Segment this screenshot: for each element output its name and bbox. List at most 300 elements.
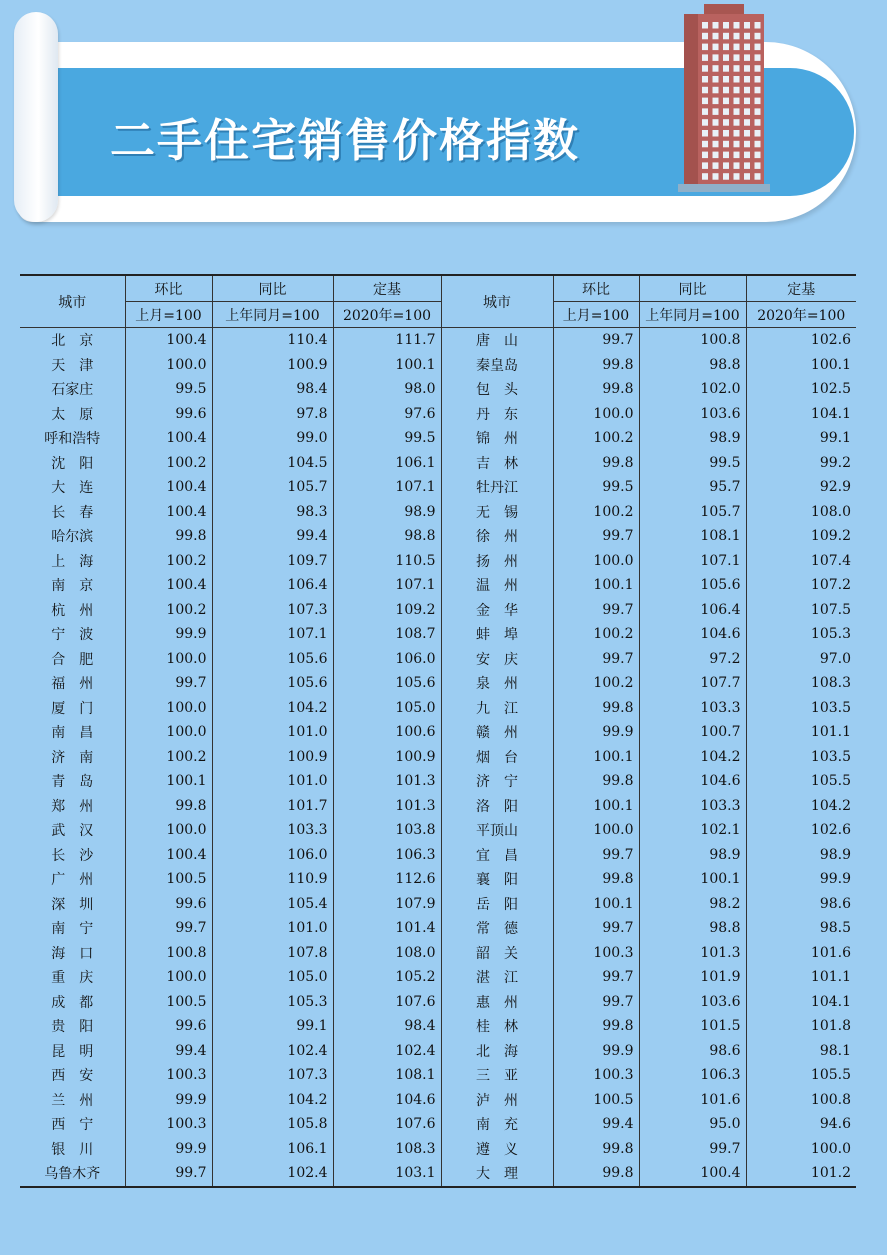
index-value-left: 100.5	[125, 867, 212, 892]
index-value-left: 101.3	[395, 797, 436, 814]
city-name-right: 烟 台	[441, 745, 553, 770]
index-value-right: 100.0	[810, 1140, 851, 1157]
index-value-right: 95.0	[639, 1112, 746, 1137]
index-value-right: 103.3	[639, 794, 746, 819]
index-value-left: 107.6	[395, 1116, 436, 1133]
index-value-left: 106.1	[212, 1137, 333, 1162]
table-row	[20, 1039, 856, 1064]
index-value-left: 102.4	[395, 1042, 436, 1059]
index-value-left: 107.3	[212, 1063, 333, 1088]
city-name-right: 赣 州	[441, 720, 553, 745]
index-value-left: 108.3	[395, 1140, 436, 1157]
index-value-right: 100.2	[553, 426, 639, 451]
index-value-right: 100.1	[553, 892, 639, 917]
index-value-left: 100.6	[395, 724, 436, 741]
city-name-right: 温 州	[441, 573, 553, 598]
table-row	[20, 941, 856, 966]
index-value-right: 101.6	[810, 944, 851, 961]
city-name-left: 成 都	[20, 990, 125, 1015]
index-value-right: 108.0	[810, 503, 851, 520]
city-name-left: 沈 阳	[20, 451, 125, 476]
index-value-left: 106.4	[212, 573, 333, 598]
index-value-right: 99.7	[553, 598, 639, 623]
index-value-left: 101.4	[395, 920, 436, 937]
index-value-left: 100.9	[395, 748, 436, 765]
index-value-right: 99.7	[553, 647, 639, 672]
index-value-right: 100.1	[810, 356, 851, 373]
index-value-left: 100.4	[125, 328, 212, 353]
index-value-right: 99.5	[639, 451, 746, 476]
index-value-right: 99.7	[553, 328, 639, 353]
city-name-right: 惠 州	[441, 990, 553, 1015]
index-value-left: 108.1	[395, 1067, 436, 1084]
table-row	[20, 598, 856, 623]
city-name-right: 秦皇岛	[441, 353, 553, 378]
index-value-right: 97.2	[639, 647, 746, 672]
index-value-right: 100.8	[639, 328, 746, 353]
city-name-left: 杭 州	[20, 598, 125, 623]
index-value-left: 107.6	[395, 993, 436, 1010]
index-value-left: 110.4	[212, 328, 333, 353]
index-value-left: 98.9	[404, 503, 436, 520]
index-value-left: 107.1	[395, 479, 436, 496]
table-row	[20, 1014, 856, 1039]
index-value-left: 108.0	[395, 944, 436, 961]
index-value-right: 99.4	[553, 1112, 639, 1137]
index-value-right: 100.0	[553, 549, 639, 574]
city-name-right: 丹 东	[441, 402, 553, 427]
index-value-left: 105.2	[395, 969, 436, 986]
city-header-right: 城市	[441, 275, 553, 328]
index-value-left: 99.6	[125, 402, 212, 427]
index-value-left: 100.4	[125, 426, 212, 451]
index-value-left: 100.4	[125, 500, 212, 525]
index-value-right: 105.5	[810, 1067, 851, 1084]
index-value-right: 102.0	[639, 377, 746, 402]
index-value-left: 100.9	[212, 745, 333, 770]
index-value-right: 107.7	[639, 671, 746, 696]
index-value-right: 105.3	[810, 626, 851, 643]
index-value-right: 98.9	[639, 843, 746, 868]
city-name-right: 常 德	[441, 916, 553, 941]
table-row	[20, 916, 856, 941]
city-name-right: 扬 州	[441, 549, 553, 574]
city-name-left: 长 沙	[20, 843, 125, 868]
city-name-right: 平顶山	[441, 818, 553, 843]
index-value-left: 109.2	[395, 601, 436, 618]
index-value-right: 99.5	[553, 475, 639, 500]
index-value-left: 98.3	[212, 500, 333, 525]
city-name-left: 太 原	[20, 402, 125, 427]
index-value-right: 104.1	[810, 405, 851, 422]
table-body	[20, 328, 856, 1187]
city-name-right: 遵 义	[441, 1137, 553, 1162]
index-value-left: 99.5	[125, 377, 212, 402]
index-value-right: 99.7	[553, 524, 639, 549]
index-value-right: 107.2	[810, 577, 851, 594]
city-name-right: 桂 林	[441, 1014, 553, 1039]
index-value-right: 99.8	[553, 696, 639, 721]
index-value-left: 110.5	[395, 552, 436, 569]
table-row	[20, 1088, 856, 1113]
index-value-left: 101.0	[212, 916, 333, 941]
group-header-right-2: 定基	[746, 275, 856, 302]
city-name-right: 吉 林	[441, 451, 553, 476]
index-value-right: 95.7	[639, 475, 746, 500]
table-row	[20, 647, 856, 672]
index-value-right: 99.9	[553, 720, 639, 745]
city-name-right: 襄 阳	[441, 867, 553, 892]
index-value-right: 99.8	[553, 377, 639, 402]
index-value-right: 104.6	[639, 769, 746, 794]
index-value-left: 100.9	[212, 353, 333, 378]
sub-header-right-0: 上月=100	[553, 302, 639, 328]
index-value-right: 106.3	[639, 1063, 746, 1088]
index-value-left: 103.1	[395, 1165, 436, 1182]
index-value-left: 104.2	[212, 696, 333, 721]
index-value-left: 100.4	[125, 475, 212, 500]
group-header-left-2: 定基	[333, 275, 441, 302]
index-value-right: 99.8	[553, 1137, 639, 1162]
table-row	[20, 965, 856, 990]
index-value-right: 101.8	[810, 1018, 851, 1035]
index-value-left: 102.4	[212, 1161, 333, 1187]
index-value-left: 101.0	[212, 720, 333, 745]
price-index-table	[20, 274, 856, 1188]
index-value-left: 98.8	[404, 528, 436, 545]
index-value-left: 100.4	[125, 843, 212, 868]
index-value-left: 105.8	[212, 1112, 333, 1137]
index-value-right: 108.1	[639, 524, 746, 549]
index-value-right: 99.8	[553, 451, 639, 476]
table-row	[20, 818, 856, 843]
index-value-left: 100.2	[125, 745, 212, 770]
index-value-left: 100.0	[125, 647, 212, 672]
city-name-left: 北 京	[20, 328, 125, 353]
index-value-right: 100.1	[553, 745, 639, 770]
index-value-left: 101.3	[395, 773, 436, 790]
group-header-right-0: 环比	[553, 275, 639, 302]
index-value-right: 99.7	[553, 916, 639, 941]
index-value-left: 99.7	[125, 1161, 212, 1187]
index-value-left: 106.3	[395, 846, 436, 863]
index-value-left: 110.9	[212, 867, 333, 892]
index-value-right: 100.0	[553, 818, 639, 843]
price-index-table-wrap	[20, 274, 856, 1188]
table-row	[20, 451, 856, 476]
index-value-right: 103.5	[810, 748, 851, 765]
index-value-left: 107.9	[395, 895, 436, 912]
table-row	[20, 500, 856, 525]
index-value-left: 99.0	[212, 426, 333, 451]
city-name-right: 湛 江	[441, 965, 553, 990]
index-value-left: 109.7	[212, 549, 333, 574]
index-value-right: 100.8	[810, 1091, 851, 1108]
table-row	[20, 549, 856, 574]
index-value-left: 99.4	[212, 524, 333, 549]
city-name-right: 三 亚	[441, 1063, 553, 1088]
city-name-left: 贵 阳	[20, 1014, 125, 1039]
city-name-left: 广 州	[20, 867, 125, 892]
table-row	[20, 402, 856, 427]
index-value-left: 100.0	[125, 353, 212, 378]
table-row	[20, 377, 856, 402]
index-value-left: 103.8	[395, 822, 436, 839]
index-value-left: 105.6	[212, 671, 333, 696]
index-value-left: 105.3	[212, 990, 333, 1015]
city-name-left: 南 宁	[20, 916, 125, 941]
index-value-right: 99.8	[553, 769, 639, 794]
index-value-right: 98.6	[639, 1039, 746, 1064]
index-value-right: 98.8	[639, 916, 746, 941]
building-icon	[678, 4, 770, 194]
index-value-left: 105.4	[212, 892, 333, 917]
index-value-left: 111.7	[395, 332, 436, 349]
city-name-left: 福 州	[20, 671, 125, 696]
city-name-left: 厦 门	[20, 696, 125, 721]
city-name-right: 泸 州	[441, 1088, 553, 1113]
city-name-left: 乌鲁木齐	[20, 1161, 125, 1187]
index-value-left: 101.0	[212, 769, 333, 794]
index-value-right: 99.7	[639, 1137, 746, 1162]
city-name-right: 北 海	[441, 1039, 553, 1064]
table-row	[20, 1137, 856, 1162]
index-value-right: 103.5	[810, 699, 851, 716]
index-value-right: 104.6	[639, 622, 746, 647]
table-row	[20, 794, 856, 819]
index-value-left: 107.3	[212, 598, 333, 623]
index-value-right: 99.9	[553, 1039, 639, 1064]
index-value-left: 99.5	[404, 430, 436, 447]
index-value-left: 97.8	[212, 402, 333, 427]
city-name-left: 济 南	[20, 745, 125, 770]
city-name-left: 海 口	[20, 941, 125, 966]
index-value-right: 98.9	[819, 846, 851, 863]
city-name-right: 无 锡	[441, 500, 553, 525]
index-value-left: 108.7	[395, 626, 436, 643]
index-value-right: 101.3	[639, 941, 746, 966]
index-value-left: 105.0	[212, 965, 333, 990]
city-name-left: 兰 州	[20, 1088, 125, 1113]
index-value-right: 99.2	[819, 454, 851, 471]
index-value-left: 99.1	[212, 1014, 333, 1039]
index-value-left: 107.8	[212, 941, 333, 966]
index-value-right: 103.6	[639, 402, 746, 427]
sub-header-left-1: 上年同月=100	[212, 302, 333, 328]
index-value-left: 100.3	[125, 1112, 212, 1137]
index-value-left: 100.2	[125, 549, 212, 574]
index-value-left: 100.0	[125, 965, 212, 990]
city-name-right: 泉 州	[441, 671, 553, 696]
city-name-left: 哈尔滨	[20, 524, 125, 549]
index-value-left: 100.0	[125, 720, 212, 745]
table-row	[20, 475, 856, 500]
city-name-left: 昆 明	[20, 1039, 125, 1064]
index-value-right: 99.1	[819, 430, 851, 447]
index-value-right: 101.1	[810, 724, 851, 741]
index-value-right: 99.8	[553, 353, 639, 378]
index-value-left: 107.1	[212, 622, 333, 647]
index-value-right: 103.3	[639, 696, 746, 721]
sub-header-right-1: 上年同月=100	[639, 302, 746, 328]
page-title: 二手住宅销售价格指数	[110, 114, 581, 167]
index-value-right: 100.3	[553, 941, 639, 966]
index-value-right: 98.1	[819, 1042, 851, 1059]
city-name-right: 九 江	[441, 696, 553, 721]
city-name-left: 武 汉	[20, 818, 125, 843]
table-row	[20, 1063, 856, 1088]
table-row	[20, 769, 856, 794]
table-row	[20, 696, 856, 721]
city-name-left: 银 川	[20, 1137, 125, 1162]
index-value-right: 100.3	[553, 1063, 639, 1088]
table-row	[20, 745, 856, 770]
city-name-right: 蚌 埠	[441, 622, 553, 647]
table-row	[20, 892, 856, 917]
city-name-left: 天 津	[20, 353, 125, 378]
index-value-right: 98.9	[639, 426, 746, 451]
index-value-left: 100.0	[125, 696, 212, 721]
index-value-left: 99.7	[125, 916, 212, 941]
index-value-right: 108.3	[810, 675, 851, 692]
index-value-left: 102.4	[212, 1039, 333, 1064]
index-value-left: 99.7	[125, 671, 212, 696]
index-value-right: 99.8	[553, 867, 639, 892]
index-value-right: 94.6	[819, 1116, 851, 1133]
index-value-left: 99.9	[125, 622, 212, 647]
city-name-left: 合 肥	[20, 647, 125, 672]
city-name-right: 南 充	[441, 1112, 553, 1137]
index-value-right: 101.9	[639, 965, 746, 990]
index-value-left: 98.0	[404, 381, 436, 398]
city-name-left: 上 海	[20, 549, 125, 574]
index-value-right: 92.9	[819, 479, 851, 496]
table-row	[20, 524, 856, 549]
index-value-left: 99.6	[125, 892, 212, 917]
index-value-right: 97.0	[819, 650, 851, 667]
index-value-left: 100.2	[125, 451, 212, 476]
index-value-right: 99.7	[553, 965, 639, 990]
table-row	[20, 573, 856, 598]
city-name-left: 重 庆	[20, 965, 125, 990]
index-value-right: 103.6	[639, 990, 746, 1015]
index-value-left: 97.6	[404, 405, 436, 422]
city-name-right: 宜 昌	[441, 843, 553, 868]
index-value-right: 104.1	[810, 993, 851, 1010]
city-name-left: 石家庄	[20, 377, 125, 402]
index-value-right: 98.2	[639, 892, 746, 917]
sub-header-left-0: 上月=100	[125, 302, 212, 328]
table-row	[20, 867, 856, 892]
index-value-left: 100.4	[125, 573, 212, 598]
index-value-right: 100.2	[553, 622, 639, 647]
index-value-right: 101.1	[810, 969, 851, 986]
city-name-left: 长 春	[20, 500, 125, 525]
index-value-right: 100.5	[553, 1088, 639, 1113]
sub-header-left-2: 2020年=100	[333, 302, 441, 328]
index-value-right: 107.5	[810, 601, 851, 618]
city-name-left: 大 连	[20, 475, 125, 500]
index-value-right: 101.2	[810, 1165, 851, 1182]
index-value-left: 106.0	[395, 650, 436, 667]
index-value-right: 107.4	[810, 552, 851, 569]
city-name-left: 深 圳	[20, 892, 125, 917]
city-name-left: 郑 州	[20, 794, 125, 819]
index-value-right: 100.2	[553, 671, 639, 696]
city-name-right: 安 庆	[441, 647, 553, 672]
index-value-left: 112.6	[395, 871, 436, 888]
table-row	[20, 426, 856, 451]
index-value-right: 101.5	[639, 1014, 746, 1039]
table-row	[20, 1112, 856, 1137]
table-row	[20, 622, 856, 647]
index-value-left: 105.6	[212, 647, 333, 672]
index-value-right: 98.6	[819, 895, 851, 912]
index-value-right: 98.8	[639, 353, 746, 378]
index-value-right: 101.6	[639, 1088, 746, 1113]
index-value-left: 100.1	[395, 356, 436, 373]
index-value-left: 99.8	[125, 524, 212, 549]
index-value-left: 100.0	[125, 818, 212, 843]
group-header-left-1: 同比	[212, 275, 333, 302]
city-name-right: 岳 阳	[441, 892, 553, 917]
index-value-left: 101.7	[212, 794, 333, 819]
index-value-left: 100.2	[125, 598, 212, 623]
table-row	[20, 720, 856, 745]
sub-header-right-2: 2020年=100	[746, 302, 856, 328]
index-value-right: 102.5	[810, 381, 851, 398]
index-value-left: 105.7	[212, 475, 333, 500]
index-value-left: 100.3	[125, 1063, 212, 1088]
index-value-left: 100.5	[125, 990, 212, 1015]
index-value-left: 98.4	[404, 1018, 436, 1035]
index-value-right: 104.2	[810, 797, 851, 814]
index-value-left: 99.9	[125, 1137, 212, 1162]
index-value-right: 102.1	[639, 818, 746, 843]
index-value-left: 106.1	[395, 454, 436, 471]
index-value-right: 102.6	[810, 822, 851, 839]
index-value-right: 99.8	[553, 1161, 639, 1187]
index-value-left: 103.3	[212, 818, 333, 843]
index-value-right: 102.6	[810, 332, 851, 349]
city-name-right: 锦 州	[441, 426, 553, 451]
table-row	[20, 990, 856, 1015]
index-value-right: 105.5	[810, 773, 851, 790]
table-row	[20, 353, 856, 378]
index-value-right: 105.6	[639, 573, 746, 598]
city-name-left: 青 岛	[20, 769, 125, 794]
index-value-right: 99.7	[553, 990, 639, 1015]
index-value-left: 100.1	[125, 769, 212, 794]
city-name-left: 西 安	[20, 1063, 125, 1088]
city-name-left: 南 昌	[20, 720, 125, 745]
city-name-left: 呼和浩特	[20, 426, 125, 451]
index-value-right: 100.1	[553, 573, 639, 598]
scroll-curl	[14, 12, 58, 222]
index-value-right: 100.7	[639, 720, 746, 745]
index-value-right: 104.2	[639, 745, 746, 770]
group-header-right-1: 同比	[639, 275, 746, 302]
index-value-right: 100.4	[639, 1161, 746, 1187]
table-row	[20, 843, 856, 868]
index-value-left: 99.4	[125, 1039, 212, 1064]
index-value-left: 105.6	[395, 675, 436, 692]
city-name-left: 南 京	[20, 573, 125, 598]
city-header-left: 城市	[20, 275, 125, 328]
index-value-left: 98.4	[212, 377, 333, 402]
city-name-right: 牡丹江	[441, 475, 553, 500]
city-name-right: 韶 关	[441, 941, 553, 966]
